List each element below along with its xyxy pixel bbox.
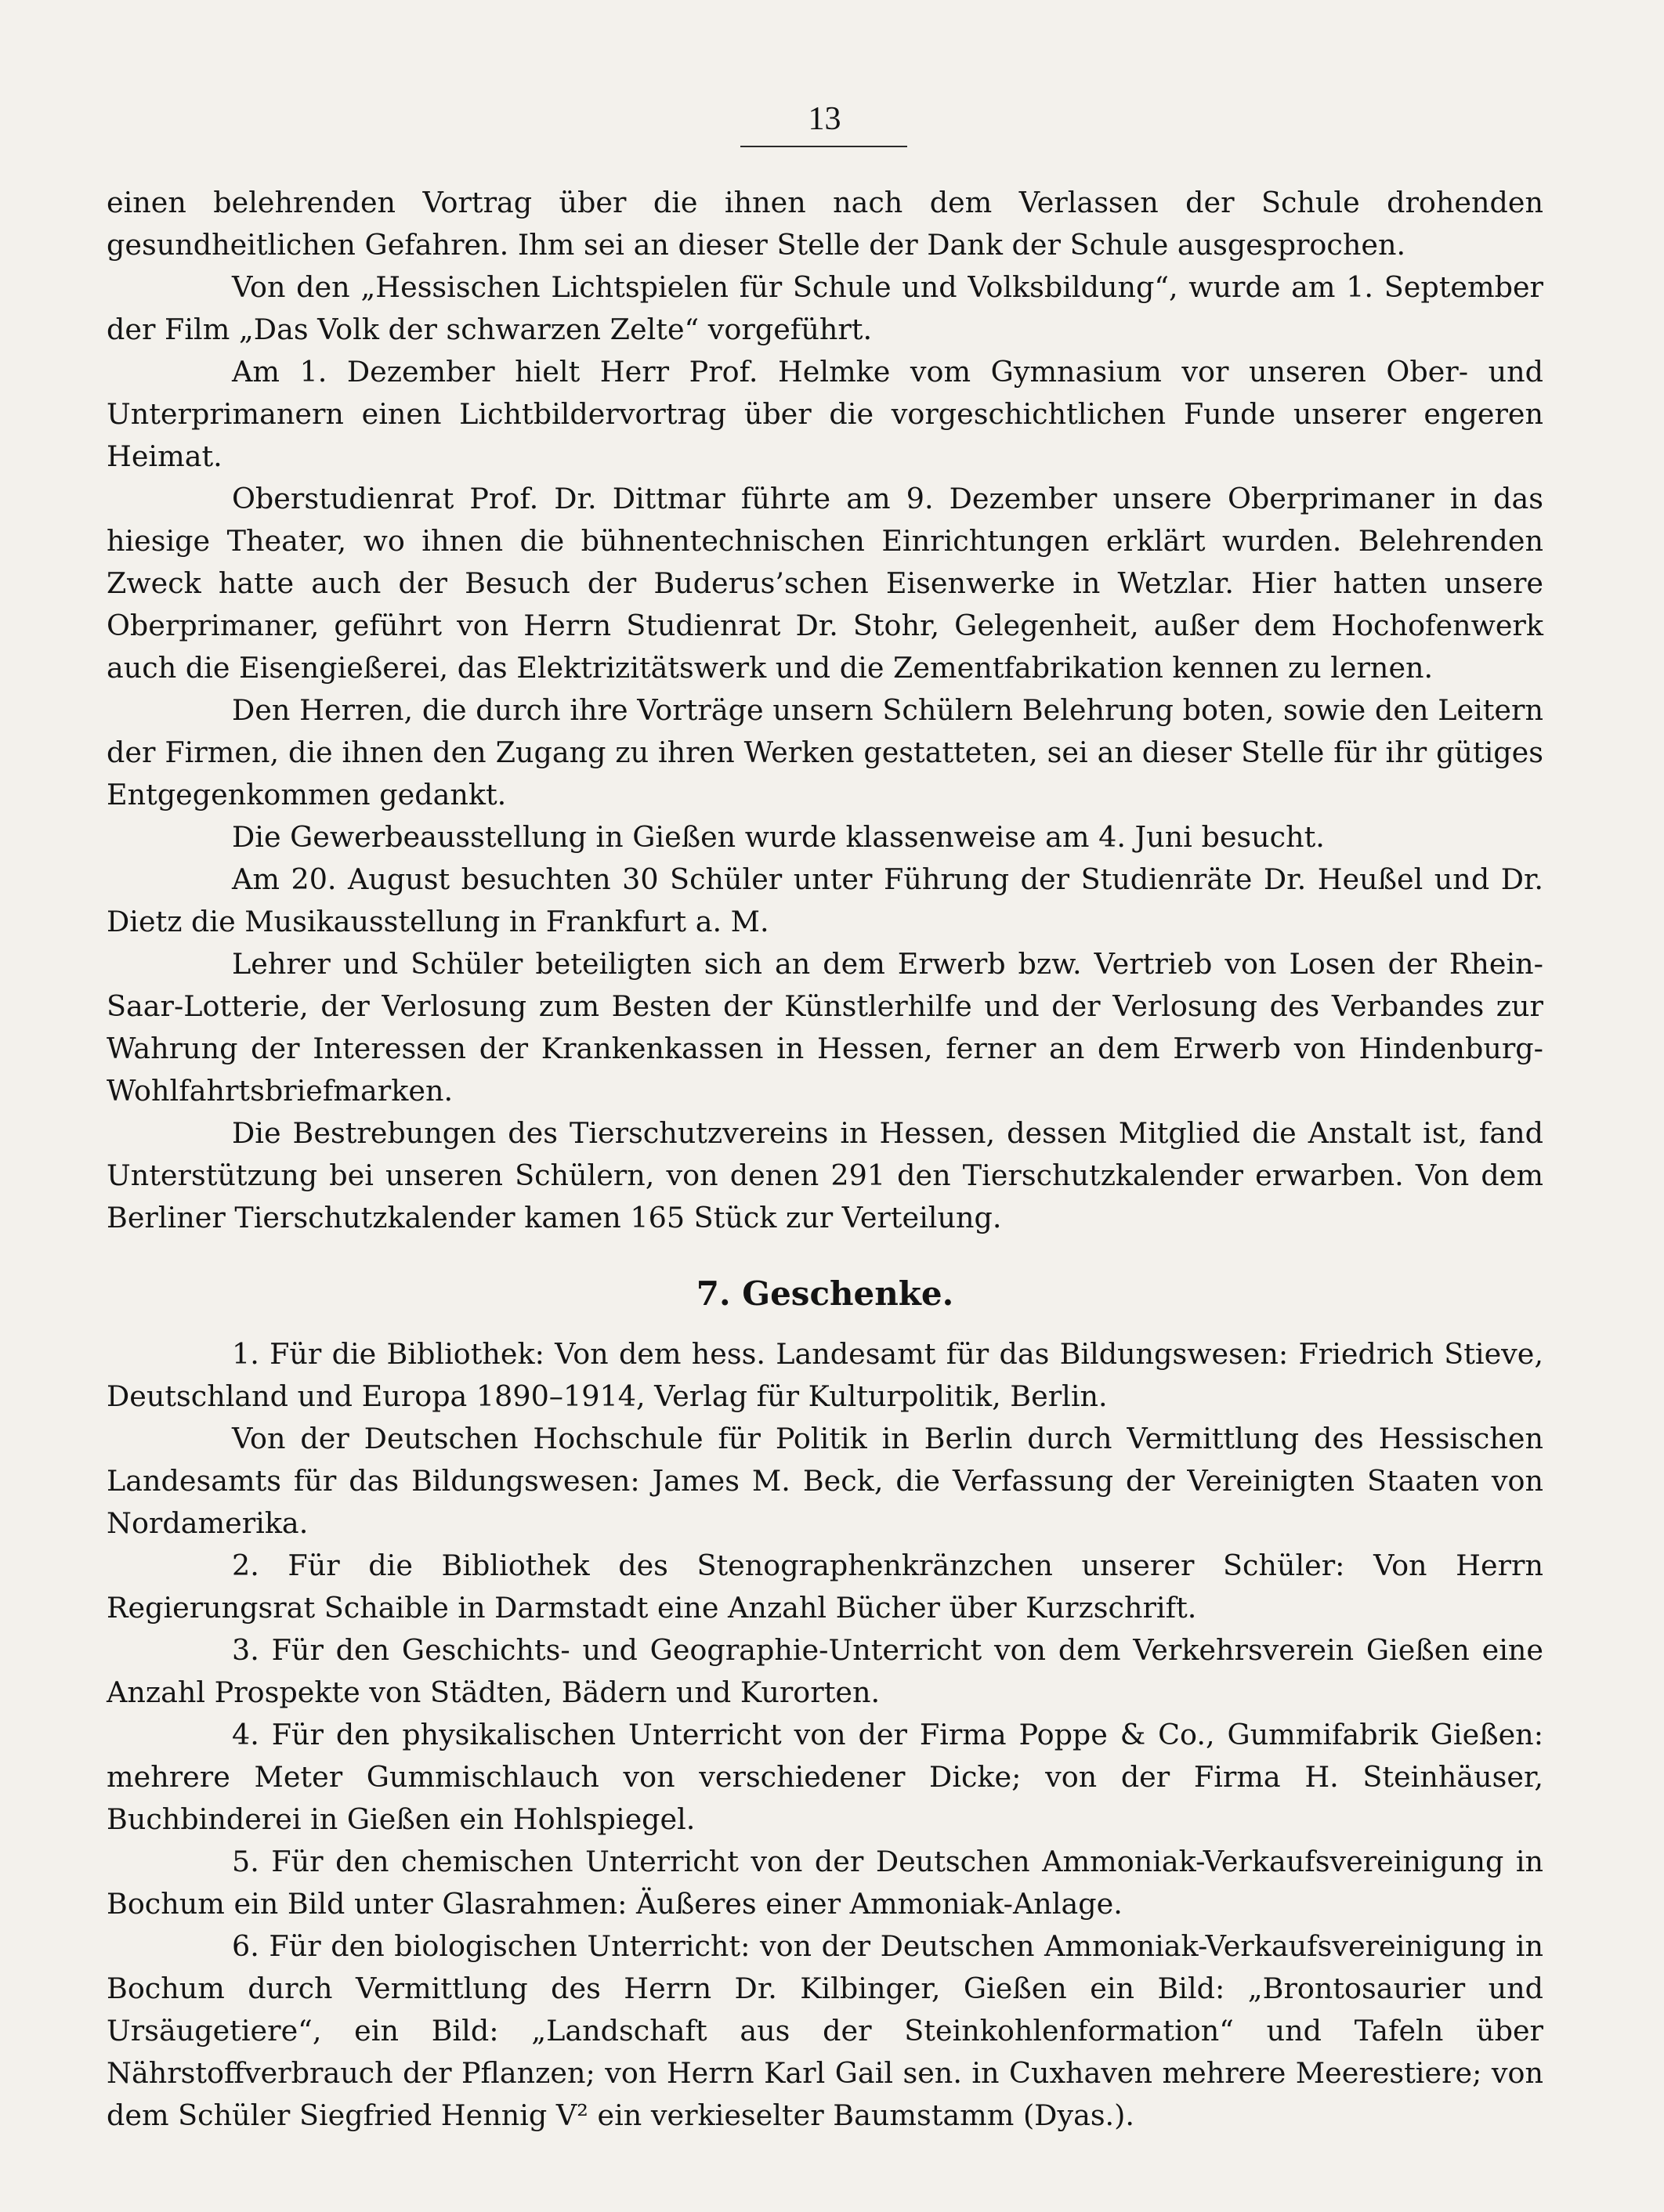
gift-paragraph: 2. Für die Bibliothek des Stenographenkränzchen unserer Schüler: Von Herrn Regierungsrat Schaible in Darmstadt eine Anzahl Bücher über Kurzschrift. (107, 1549, 1543, 1625)
page-number-rule (740, 146, 907, 147)
page-number: 13 (808, 101, 841, 137)
paragraph: Die Bestrebungen des Tierschutzvereins in Hessen, dessen Mitglied die Anstalt ist, fand Unterstützung bei unseren Schülern, von denen 291 den Tierschutzkalender erwarben. Von dem Berliner Tierschutzkalender kamen 165 Stück zur Verteilung. (107, 1116, 1543, 1234)
gift-paragraph: 5. Für den chemischen Unterricht von der Deutschen Ammoniak-Verkaufsvereinigung in Bochum ein Bild unter Glasrahmen: Äußeres einer Ammoniak-Anlage. (107, 1845, 1543, 1921)
paragraph: Die Gewerbeausstellung in Gießen wurde klassenweise am 4. Juni besucht. (232, 820, 1325, 854)
paragraph: Am 1. Dezember hielt Herr Prof. Helmke vom Gymnasium vor unseren Ober- und Unterprimanern einen Lichtbildervortrag über die vorgeschichtlichen Funde unserer engeren Heimat. (107, 355, 1543, 473)
section-heading: 7. Geschenke. (696, 1274, 954, 1313)
gift-paragraph: Von der Deutschen Hochschule für Politik in Berlin durch Vermittlung des Hessischen Landesamts für das Bildungswesen: James M. Beck, die Verfassung der Vereinigten Staaten von Nordamerika. (107, 1422, 1543, 1540)
paragraph: Lehrer und Schüler beteiligten sich an dem Erwerb bzw. Vertrieb von Losen der Rhein-Saar-Lotterie, der Verlosung zum Besten der Künstlerhilfe und der Verlosung des Verbandes zur Wahrung der Interessen der Krankenkassen in Hessen, ferner an dem Erwerb von Hindenburg-Wohlfahrtsbriefmarken. (107, 947, 1543, 1108)
gift-paragraph: 1. Für die Bibliothek: Von dem hess. Landesamt für das Bildungswesen: Friedrich Stieve, Deutschland und Europa 1890–1914, Verlag für Kulturpolitik, Berlin. (107, 1337, 1543, 1413)
gift-paragraph: 4. Für den physikalischen Unterricht von der Firma Poppe & Co., Gummifabrik Gießen: mehrere Meter Gummischlauch von verschiedener Dicke; von der Firma H. Steinhäuser, Buchbinderei in Gießen ein Hohlspiegel. (107, 1718, 1543, 1836)
paragraph: Oberstudienrat Prof. Dr. Dittmar führte am 9. Dezember unsere Oberprimaner in das hiesige Theater, wo ihnen die bühnentechnischen Einrichtungen erklärt wurden. Belehrenden Zweck hatte auch der Besuch der Buderus’schen Eisenwerke in Wetzlar. Hier hatten unsere Oberprimaner, geführt von Herrn Studienrat Dr. Stohr, Gelegenheit, außer dem Hochofenwerk auch die Eisengießerei, das Elektrizitätswerk und die Zementfabrikation kennen zu lernen. (107, 482, 1543, 685)
gift-paragraph: 3. Für den Geschichts- und Geographie-Unterricht von dem Verkehrsverein Gießen eine Anzahl Prospekte von Städten, Bädern und Kurorten. (107, 1633, 1543, 1709)
paragraph: einen belehrenden Vortrag über die ihnen nach dem Verlassen der Schule drohenden gesundheitlichen Gefahren. Ihm sei an dieser Stelle der Dank der Schule ausgesprochen. (107, 186, 1543, 262)
paragraph: Den Herren, die durch ihre Vorträge unsern Schülern Belehrung boten, sowie den Leitern der Firmen, die ihnen den Zugang zu ihren Werken gestatteten, sei an dieser Stelle für ihr gütiges Entgegenkommen gedankt. (107, 693, 1543, 811)
paragraph: Am 20. August besuchten 30 Schüler unter Führung der Studienräte Dr. Heußel und Dr. Dietz die Musikausstellung in Frankfurt a. M. (107, 862, 1543, 938)
gift-paragraph: 6. Für den biologischen Unterricht: von der Deutschen Ammoniak-Verkaufsvereinigung in Bochum durch Vermittlung des Herrn Dr. Kilbinger, Gießen ein Bild: „Brontosaurier und Ursäugetiere“, ein Bild: „Landschaft aus der Steinkohlenformation“ und Tafeln über Nährstoffverbrauch der Pflanzen; von Herrn Karl Gail sen. in Cuxhaven mehrere Meerestiere; von dem Schüler Siegfried Hennig V² ein verkieselter Baumstamm (Dyas.). (107, 1929, 1543, 2132)
body-text (107, 182, 1543, 2137)
paragraph: Von den „Hessischen Lichtspielen für Schule und Volksbildung“, wurde am 1. September der Film „Das Volk der schwarzen Zelte“ vorgeführt. (107, 270, 1543, 346)
